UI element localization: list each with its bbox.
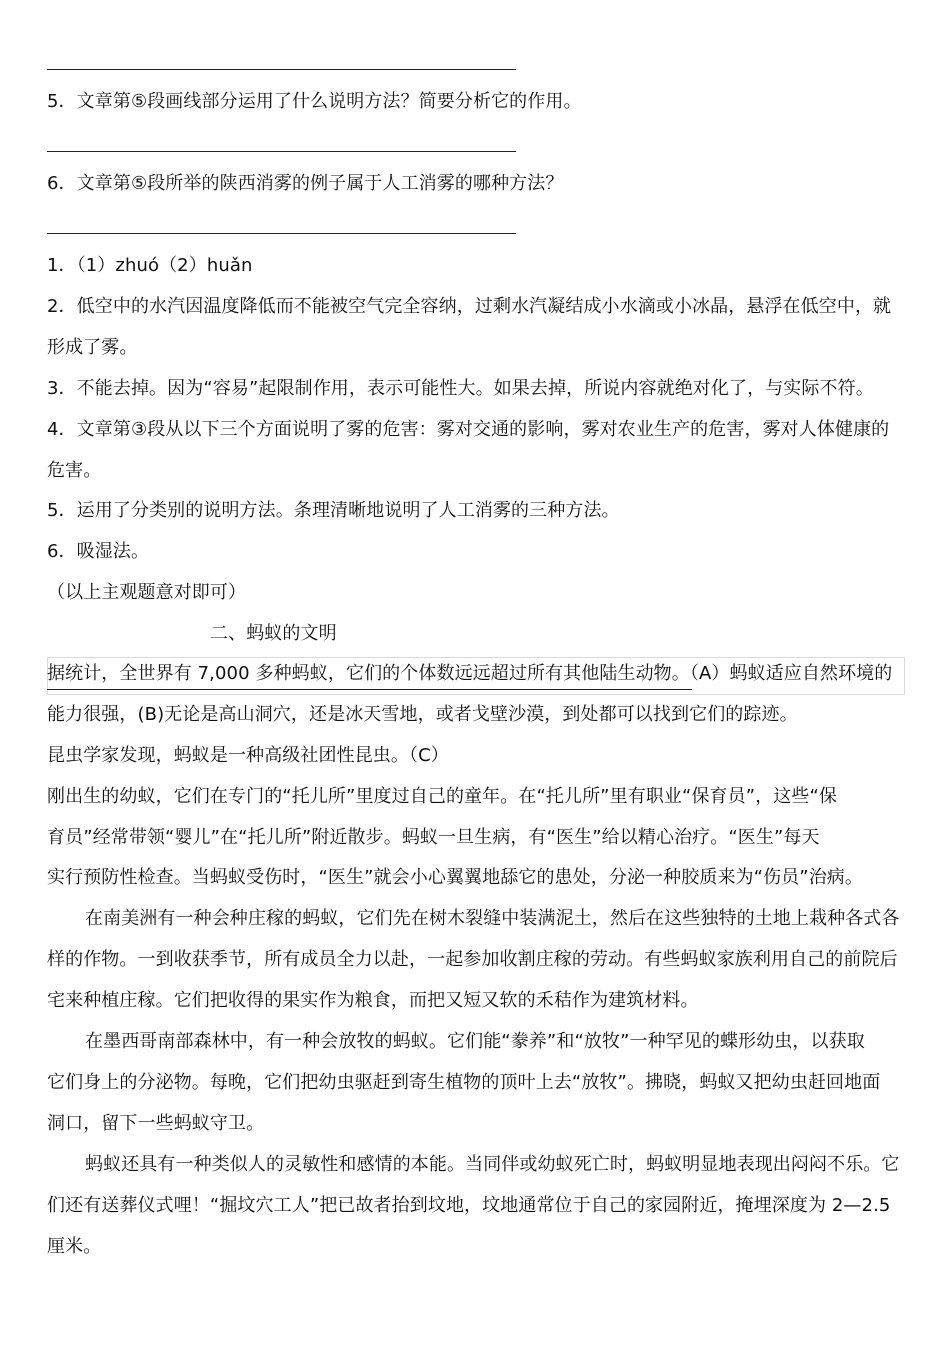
paragraph-5-line-2: 它们身上的分泌物。每晚，它们把幼虫驱赶到寄生植物的顶叶上去“放牧”。拂晓，蚂蚁又把幼虫赶回地面 bbox=[47, 1072, 881, 1093]
paragraph-1-line-1: 据统计，全世界有 7,000 多种蚂蚁，它们的个体数远远超过所有其他陆生动物。（A）蚂蚁适应自然环境的 bbox=[47, 663, 893, 684]
paragraph-4-line-2: 样的作物。一到收获季节，所有成员全力以赴，一起参加收割庄稼的劳动。有些蚂蚁家族利用自己的前院后 bbox=[47, 949, 898, 970]
paragraph-4-line-1: 在南美洲有一种会种庄稼的蚂蚁，它们先在树木裂缝中装满泥土，然后在这些独特的土地上栽种各式各 bbox=[85, 908, 900, 929]
paragraph-5-line-1: 在墨西哥南部森林中，有一种会放牧的蚂蚁。它们能“豢养”和“放牧”一种罕见的蝶形幼虫，以获取 bbox=[85, 1031, 865, 1052]
paragraph-2: 昆虫学家发现，蚂蚁是一种高级社团性昆虫。（C） bbox=[47, 745, 449, 766]
answer-2-line-2: 形成了雾。 bbox=[47, 337, 138, 358]
answer-4-line-1: 4．文章第③段从以下三个方面说明了雾的危害：雾对交通的影响，雾对农业生产的危害，雾对人体健康的 bbox=[47, 419, 890, 440]
answer-4-line-2: 危害。 bbox=[47, 460, 102, 481]
paragraph-6-line-1: 蚂蚁还具有一种类似人的灵敏性和感情的本能。当同伴或幼蚁死亡时，蚂蚁明显地表现出闷闷不乐。它 bbox=[85, 1154, 900, 1175]
answer-6: 6．吸湿法。 bbox=[47, 541, 150, 562]
article-heading: 二、蚂蚁的文明 bbox=[210, 623, 337, 644]
paragraph-6-line-2: 们还有送葬仪式哩！“掘坟穴工人”把已故者抬到坟地，坟地通常位于自己的家园附近，掩埋深度为 2—2.5 bbox=[47, 1195, 891, 1216]
underline-mark bbox=[47, 689, 692, 690]
answer-3: 3．不能去掉。因为“容易”起限制作用，表示可能性大。如果去掉，所说内容就绝对化了，与实际不符。 bbox=[47, 378, 874, 399]
paragraph-3-line-1: 刚出生的幼蚁，它们在专门的“托儿所”里度过自己的童年。在“托儿所”里有职业“保育员”，这些“保 bbox=[47, 786, 837, 807]
question-6: 6．文章第⑤段所举的陕西消雾的例子属于人工消雾的哪种方法？ bbox=[47, 173, 564, 194]
paragraph-3-line-3: 实行预防性检查。当蚂蚁受伤时，“医生”就会小心翼翼地舔它的患处，分泌一种胶质来为“伤员”治病。 bbox=[47, 867, 863, 888]
answer-5: 5．运用了分类别的说明方法。条理清晰地说明了人工消雾的三种方法。 bbox=[47, 500, 620, 521]
paragraph-3-line-2: 育员”经常带领“婴儿”在“托儿所”附近散步。蚂蚁一旦生病，有“医生”给以精心治疗。“医生”每天 bbox=[47, 827, 820, 848]
answer-1: 1．（1）zhuó（2）huǎn bbox=[47, 255, 253, 276]
paragraph-5-line-3: 洞口，留下一些蚂蚁守卫。 bbox=[47, 1113, 265, 1134]
paragraph-1-line-2: 能力很强，(B)无论是高山洞穴，还是冰天雪地，或者戈壁沙漠，到处都可以找到它们的踪迹。 bbox=[47, 704, 798, 725]
answer-blank-line bbox=[47, 69, 516, 70]
answer-blank-line bbox=[47, 151, 516, 152]
answer-note: （以上主观题意对即可） bbox=[47, 582, 247, 603]
question-5: 5．文章第⑤段画线部分运用了什么说明方法？简要分析它的作用。 bbox=[47, 91, 582, 112]
answer-blank-line bbox=[47, 233, 516, 234]
paragraph-6-line-3: 厘米。 bbox=[47, 1236, 102, 1257]
paragraph-4-line-3: 宅来种植庄稼。它们把收得的果实作为粮食，而把又短又软的禾秸作为建筑材料。 bbox=[47, 990, 699, 1011]
answer-2-line-1: 2．低空中的水汽因温度降低而不能被空气完全容纳，过剩水汽凝结成小水滴或小冰晶，悬浮在低空中，就 bbox=[47, 296, 892, 317]
